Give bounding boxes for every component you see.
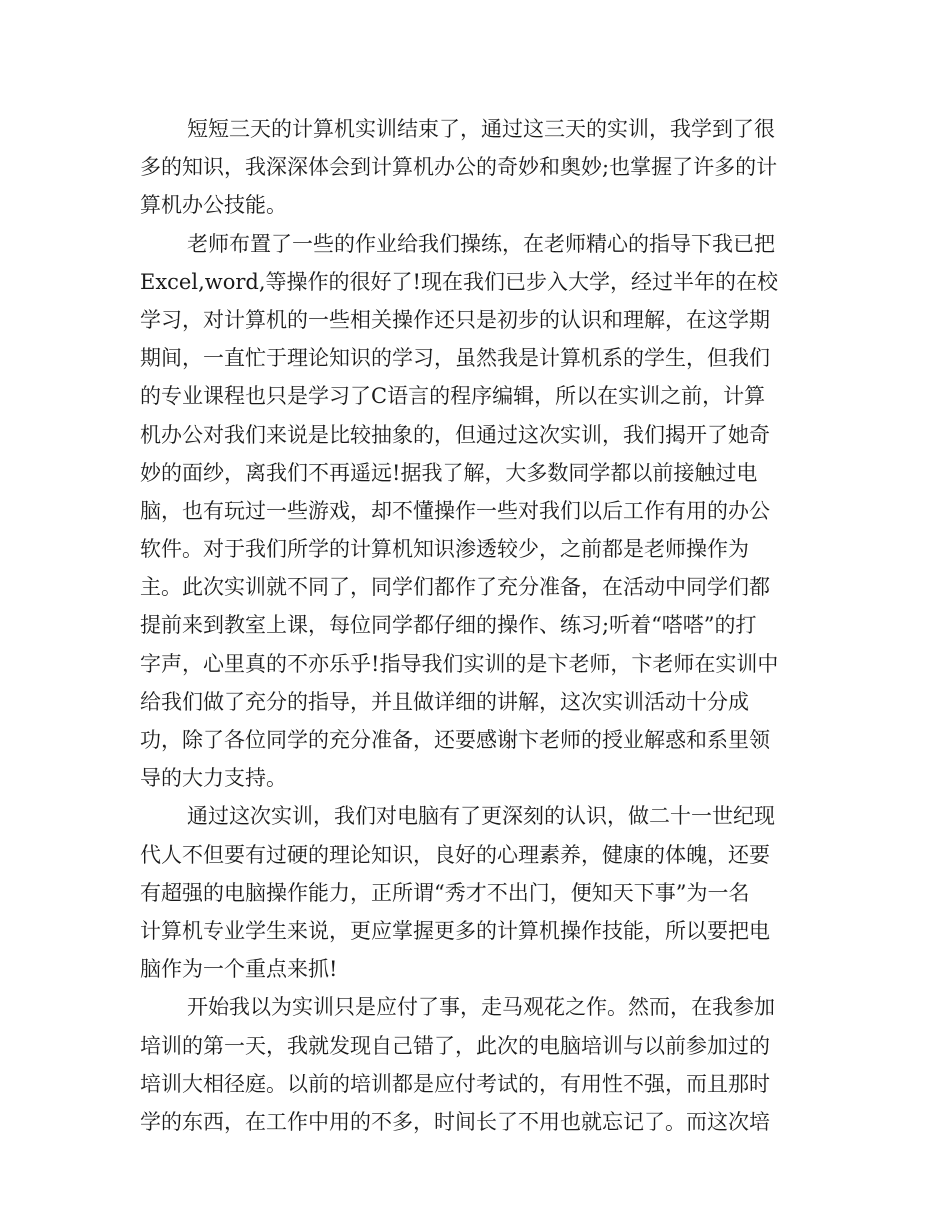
document-body [140, 110, 802, 1141]
paragraph-3-line-1: 通过这次实训，我们对电脑有了更深刻的认识，做二十一世纪现 [187, 804, 775, 829]
paragraph-2-line-11: 提前来到教室上课，每位同学都仔细的操作、练习;听着“嗒嗒”的打 [140, 613, 757, 638]
paragraph-2-line-8: 脑，也有玩过一些游戏，却不懂操作一些对我们以后工作有用的办公 [140, 498, 770, 523]
paragraph-2-line-13: 给我们做了充分的指导，并且做详细的讲解，这次实训活动十分成 [140, 689, 749, 714]
paragraph-2-line-12: 字声，心里真的不亦乐乎!指导我们实训的是卞老师，卞老师在实训中 [140, 651, 779, 676]
paragraph-2-line-9: 软件。对于我们所学的计算机知识渗透较少，之前都是老师操作为 [140, 537, 749, 562]
paragraph-3-line-4: 计算机专业学生来说，更应掌握更多的计算机操作技能，所以要把电 [140, 918, 770, 943]
paragraph-2-line-1: 老师布置了一些的作业给我们操练，在老师精心的指导下我已把 [187, 231, 775, 256]
paragraph-1-line-2: 多的知识，我深深体会到计算机办公的奇妙和奥妙;也掌握了许多的计 [140, 155, 778, 180]
paragraph-2-line-10: 主。此次实训就不同了，同学们都作了充分准备，在活动中同学们都 [140, 575, 770, 600]
paragraph-4-line-3: 培训大相径庭。以前的培训都是应付考试的，有用性不强，而且那时 [140, 1071, 770, 1096]
paragraph-3-line-5: 脑作为一个重点来抓! [140, 957, 338, 982]
paragraph-2-line-14: 功，除了各位同学的充分准备，还要感谢卞老师的授业解惑和系里领 [140, 728, 770, 752]
paragraph-4-line-4: 学的东西，在工作中用的不多，时间长了不用也就忘记了。而这次培 [140, 1109, 770, 1134]
paragraph-2-line-3: 学习，对计算机的一些相关操作还只是初步的认识和理解，在这学期 [140, 307, 770, 332]
paragraph-2-line-7: 妙的面纱，离我们不再遥远!据我了解，大多数同学都以前接触过电 [140, 460, 758, 485]
paragraph-4-line-1: 开始我以为实训只是应付了事，走马观花之作。然而，在我参加 [187, 995, 775, 1020]
paragraph-1-line-1: 短短三天的计算机实训结束了，通过这三天的实训，我学到了很 [187, 117, 775, 141]
paragraph-4-line-2: 培训的第一天，我就发现自己错了，此次的电脑培训与以前参加过的 [140, 1033, 770, 1058]
paragraph-2-line-6: 机办公对我们来说是比较抽象的，但通过这次实训，我们揭开了她奇 [140, 422, 770, 447]
paragraph-1-line-3: 算机办公技能。 [140, 193, 287, 218]
paragraph-3-line-2: 代人不但要有过硬的理论知识，良好的心理素养，健康的体魄，还要 [140, 842, 770, 867]
paragraph-3-line-3: 有超强的电脑操作能力，正所谓“秀才不出门，便知天下事”为一名 [140, 880, 750, 905]
paragraph-2-line-5: 的专业课程也只是学习了C语言的程序编辑，所以在实训之前，计算 [140, 384, 766, 409]
paragraph-2-line-15: 导的大力支持。 [140, 766, 287, 791]
paragraph-2-line-2: Excel,word,等操作的很好了!现在我们已步入大学，经过半年的在校 [140, 269, 778, 294]
paragraph-2-line-4: 期间，一直忙于理论知识的学习，虽然我是计算机系的学生，但我们 [140, 346, 770, 371]
